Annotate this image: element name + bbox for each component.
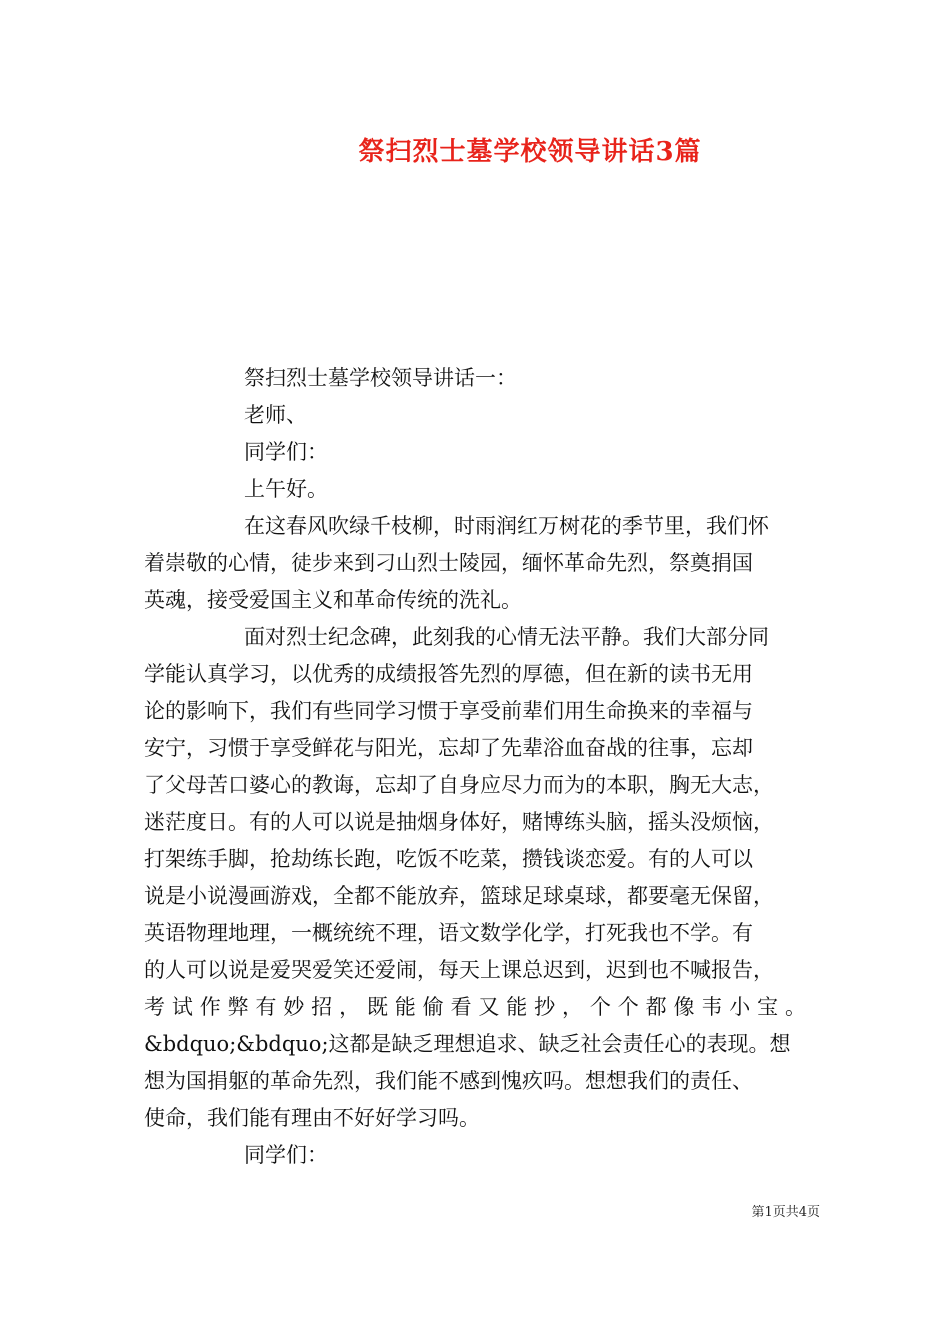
intro-line-greeting: 上午好。 — [244, 477, 328, 501]
paragraph-2-line: 考试作弊有妙招，既能偷看又能抄，个个都像韦小宝。 — [144, 995, 806, 1019]
paragraph-2-line: 打架练手脚，抢劫练长跑，吃饭不吃菜，攒钱谈恋爱。有的人可以 — [144, 847, 753, 871]
paragraph-2-line: 英语物理地理，一概统统不理，语文数学化学，打死我也不学。有 — [144, 921, 753, 945]
paragraph-2-line: 想为国捐躯的革命先烈，我们能不感到愧疚吗。想想我们的责任、 — [144, 1069, 753, 1093]
paragraph-2-line: 的人可以说是爱哭爱笑还爱闹，每天上课总迟到，迟到也不喊报告， — [144, 958, 774, 982]
paragraph-2-line: 迷茫度日。有的人可以说是抽烟身体好，赌博练头脑，摇头没烦恼， — [144, 810, 774, 834]
paragraph-2-line: 学能认真学习，以优秀的成绩报答先烈的厚德，但在新的读书无用 — [144, 662, 753, 686]
paragraph-2-line: &bdquo;&bdquo;这都是缺乏理想追求、缺乏社会责任心的表现。想 — [144, 1032, 791, 1056]
paragraph-2-line: 论的影响下，我们有些同学习惯于享受前辈们用生命换来的幸福与 — [144, 699, 753, 723]
paragraph-1-line: 着崇敬的心情，徒步来到刁山烈士陵园，缅怀革命先烈，祭奠捐国 — [144, 551, 753, 575]
paragraph-2-line: 安宁，习惯于享受鲜花与阳光，忘却了先辈浴血奋战的往事，忘却 — [144, 736, 753, 760]
intro-line-students: 同学们： — [244, 440, 328, 464]
paragraph-1 — [144, 508, 806, 619]
paragraph-2-line: 面对烈士纪念碑，此刻我的心情无法平静。我们大部分同 — [244, 625, 769, 649]
closing-line: 同学们： — [244, 1143, 328, 1167]
paragraph-2-line: 了父母苦口婆心的教诲，忘却了自身应尽力而为的本职，胸无大志， — [144, 773, 774, 797]
document-title: 祭扫烈士墓学校领导讲话3篇 — [358, 137, 702, 167]
paragraph-1-line: 在这春风吹绿千枝柳，时雨润红万树花的季节里，我们怀 — [244, 514, 769, 538]
intro-line-heading: 祭扫烈士墓学校领导讲话一： — [244, 366, 517, 390]
paragraph-2-line: 使命，我们能有理由不好好学习吗。 — [144, 1106, 480, 1130]
page-number: 第1页共4页 — [751, 1205, 820, 1220]
document-body — [144, 360, 806, 1174]
paragraph-2-line: 说是小说漫画游戏，全都不能放弃，篮球足球桌球，都要毫无保留， — [144, 884, 774, 908]
intro-line-teachers: 老师、 — [244, 403, 307, 427]
paragraph-1-line: 英魂，接受爱国主义和革命传统的洗礼。 — [144, 588, 522, 612]
paragraph-2 — [144, 619, 806, 1137]
